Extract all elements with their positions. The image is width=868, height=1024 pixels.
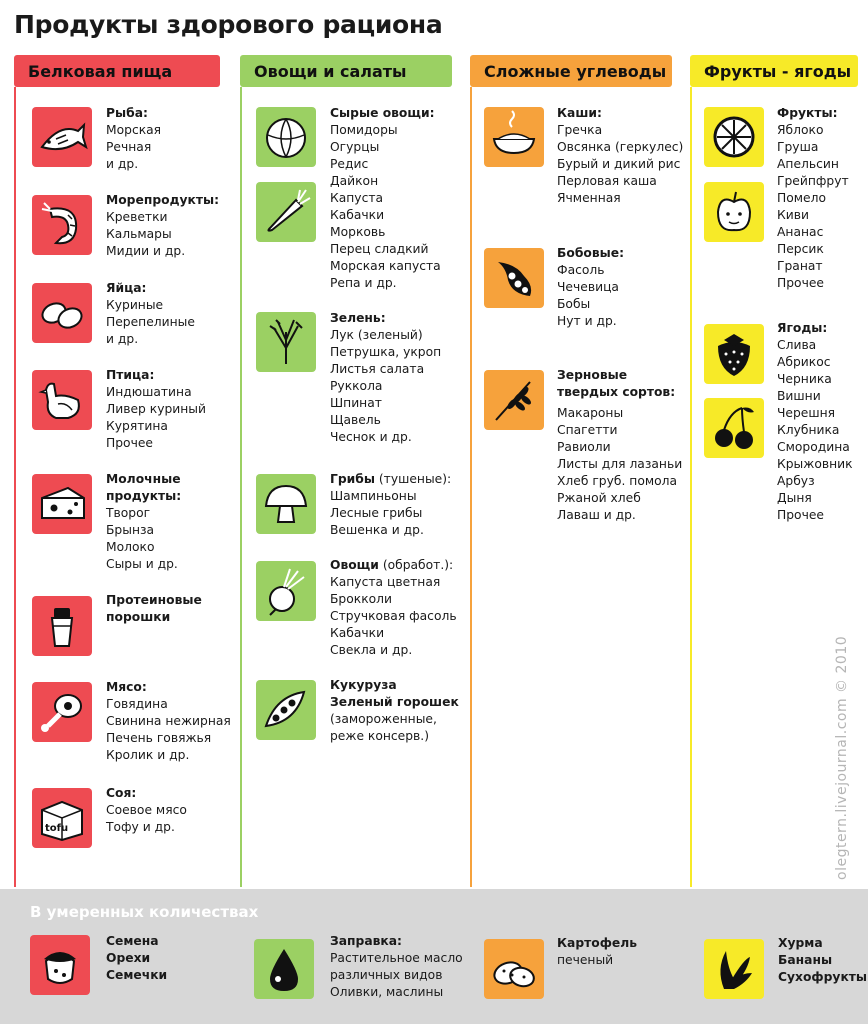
entry-dressing: Заправка: Растительное масло различных видов Оливки, маслины [330,934,463,999]
entry-seafood: Морепродукты: Креветки Кальмары Мидии и др. [106,193,220,258]
chicken-icon [32,370,92,430]
citrus-icon [704,107,764,167]
entry-poultry: Птица: Индюшатина Ливер куриный Курятина Прочее [106,368,207,450]
beet-icon [256,561,316,621]
column-header-carbs: Сложные углеводы [470,55,672,87]
column-header-protein: Белковая пища [14,55,220,87]
shrimp-icon [32,195,92,255]
entry-corn-peas: Кукуруза Зеленый горошек (замороженные, реже консерв.) [330,678,459,743]
entry-berries: Ягоды: Слива Абрикос Черника Вишни Черешня Клубника Смородина Крыжовник Арбуз Дыня Прочее [777,321,853,522]
carrot-icon [256,182,316,242]
entry-meat: Мясо: Говядина Свинина нежирная Печень говяжья Кролик и др. [106,680,231,762]
wheat-icon [484,370,544,430]
entry-eggs: Яйца: Куриные Перепелиные и др. [106,281,195,346]
herbs-icon [256,312,316,372]
entry-raw-vegetables: Сырые овощи: Помидоры Огурцы Редис Дайкон Капуста Кабачки Морковь Перец сладкий Морская капуста Репа и др. [330,106,441,290]
column-divider [690,87,692,887]
beans-icon [484,248,544,308]
entry-fish: Рыба: Морская Речная и др. [106,106,162,171]
banana-icon [704,939,764,999]
entry-legumes: Бобовые: Фасоль Чечевица Бобы Нут и др. [557,246,625,328]
entry-dairy: Молочные продукты: Творог Брынза Молоко Сыры и др. [106,472,182,571]
column-divider [470,87,472,887]
column-header-fruits: Фрукты - ягоды [690,55,858,87]
oil-drop-icon [254,939,314,999]
strawberry-icon [704,324,764,384]
peas-icon [256,680,316,740]
potato-icon [484,939,544,999]
page-title: Продукты здорового рациона [14,10,443,39]
entry-porridge: Каши: Гречка Овсянка (геркулес) Бурый и дикий рис Перловая каша Ячменная [557,106,684,205]
fish-icon [32,107,92,167]
entry-cooked-vegetables: Овощи (обработ.): Капуста цветная Брокколи Стручковая фасоль Кабачки Свекла и др. [330,558,457,657]
watermark: olegtern.livejournal.com © 2010 [834,635,850,880]
entry-nuts: Семена Орехи Семечки [106,934,168,982]
column-header-vegetables: Овощи и салаты [240,55,452,87]
entry-dried-fruits: Хурма Бананы Сухофрукты [778,936,868,984]
moderate-title: В умеренных количествах [30,903,259,921]
cherry-icon [704,398,764,458]
eggs-icon [32,283,92,343]
meat-icon [32,682,92,742]
entry-greens: Зелень: Лук (зеленый) Петрушка, укроп Листья салата Руккола Шпинат Щавель Чеснок и др. [330,311,442,444]
entry-potato: Картофель печеный [557,936,638,967]
column-divider [14,87,16,887]
porridge-icon [484,107,544,167]
apple-icon [704,182,764,242]
entry-mushrooms: Грибы (тушеные): Шампиньоны Лесные грибы Вешенка и др. [330,472,452,537]
mushroom-icon [256,474,316,534]
cheese-icon [32,474,92,534]
tofu-label: tofu [45,823,69,834]
shaker-icon [32,596,92,656]
entry-grains: Зерновые твердых сортов: Макароны Спагетти Равиоли Листы для лазаньи Хлеб груб. помола Ржаной хлеб Лаваш и др. [557,368,683,522]
entry-protein-powder: Протеиновые порошки [106,593,202,624]
moderate-section [0,889,868,1024]
column-divider [240,87,242,887]
tofu-icon [32,788,92,848]
cabbage-icon [256,107,316,167]
entry-fruits: Фрукты: Яблоко Груша Апельсин Грейпфрут Помело Киви Ананас Персик Гранат Прочее [777,106,849,290]
entry-soy: Соя: Соевое мясо Тофу и др. [106,786,187,834]
nut-icon [30,935,90,995]
